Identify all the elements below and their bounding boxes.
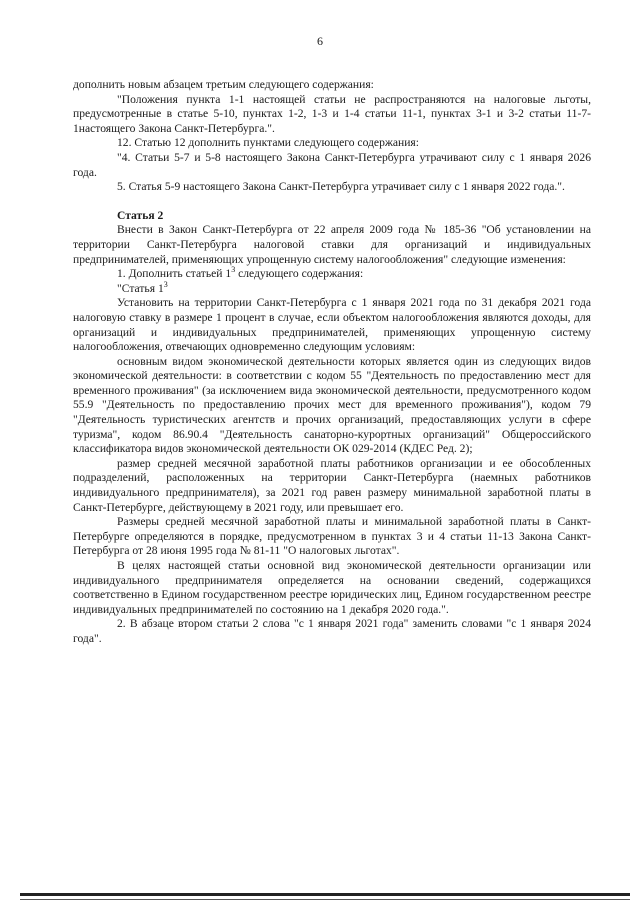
- paragraph: "Положения пункта 1-1 настоящей статьи не распространяются на налоговые льготы, предусмотренные в статье 5-10, пунктах 1-2, 1-3 и 1-4 статьи 11-1, пунктах 3-1 и 3-2 статьи 11-7-1настоящего Закона Санкт-Петербурга.".: [73, 92, 591, 135]
- item-1-sup: 3: [231, 265, 236, 275]
- footer-rule: [20, 893, 630, 896]
- paragraph: 5. Статья 5-9 настоящего Закона Санкт-Петербурга утрачивает силу с 1 января 2022 года.".: [117, 180, 565, 194]
- paragraph: основным видом экономической деятельности которых является один из следующих видов экономической деятельности: в соответствии с кодом 55 "Деятельность по предоставлению мест для временного проживания" (за исключением вида экономической деятельности, предусмотренного кодом 55.9 "Деятельность по предоставлению прочих мест для временного проживания"), кодом 79 "Деятельность туристических агентств и прочих организаций, предоставляющих услуги в сфере туризма", кодом 86.90.4 "Деятельность санаторно-курортных организаций" Общероссийского классификатора видов экономической деятельности ОК 029-2014 (КДЕС Ред. 2);: [73, 354, 591, 456]
- paragraph: размер средней месячной заработной платы работников организации и ее обособленных подразделений, расположенных на территории Санкт-Петербурга (наемных работников индивидуального предпринимателя), за 2021 год равен размеру минимальной заработной платы в Санкт-Петербурге, действующему в 2021 году, или превышает его.: [73, 456, 591, 514]
- article-title: [73, 279, 591, 297]
- article-title-sup: 3: [163, 279, 168, 289]
- page-number: 6: [317, 34, 323, 48]
- paragraph: дополнить новым абзацем третьим следующего содержания:: [73, 78, 374, 91]
- article-title-prefix: "Статья 1: [117, 281, 164, 295]
- paragraph: Установить на территории Санкт-Петербурга с 1 января 2021 года по 31 декабря 2021 года налоговую ставку в размере 1 процент в случае, если объектом налогообложения являются доходы, для организаций и индивидуальных предпринимателей, применяющих упрощенную систему налогообложения, отвечающих одновременно следующим условиям:: [73, 296, 591, 354]
- paragraph: В целях настоящей статьи основной вид экономической деятельности организации или индивидуального предпринимателя определяется на основании сведений, содержащихся соответственно в Едином государственном реестре юридических лиц, Едином государственном реестре индивидуальных предпринимателей по состоянию на 1 декабря 2020 года.".: [73, 559, 591, 616]
- article-heading: Статья 2: [117, 208, 164, 222]
- item-1: [73, 267, 591, 282]
- item-1-suffix: следующего содержания:: [235, 267, 364, 281]
- footer-rule-thin: [20, 899, 630, 900]
- paragraph: 2. В абзаце втором статьи 2 слова "с 1 января 2021 года" заменить словами "с 1 января 2024 года".: [73, 617, 591, 645]
- item-1-prefix: 1. Дополнить статьей 1: [117, 267, 232, 281]
- paragraph: "4. Статьи 5-7 и 5-8 настоящего Закона Санкт-Петербурга утрачивают силу с 1 января 2026 года.: [73, 150, 591, 179]
- paragraph: 12. Статью 12 дополнить пунктами следующего содержания:: [117, 136, 419, 150]
- intro-paragraph: Внести в Закон Санкт-Петербурга от 22 апреля 2009 года № 185-36 "Об установлении на территории Санкт-Петербурга налоговой ставки для организаций и индивидуальных предпринимателей, применяющих упрощенную систему налогообложения" следующие изменения:: [73, 223, 591, 266]
- paragraph: Размеры средней месячной заработной платы и минимальной заработной платы в Санкт-Петербурге определяются в порядке, предусмотренном в пунктах 3 и 4 статьи 11-13 Закона Санкт-Петербурга от 28 июня 1995 года № 81-11 "О налоговых льготах".: [73, 515, 591, 558]
- document-body: [73, 78, 591, 647]
